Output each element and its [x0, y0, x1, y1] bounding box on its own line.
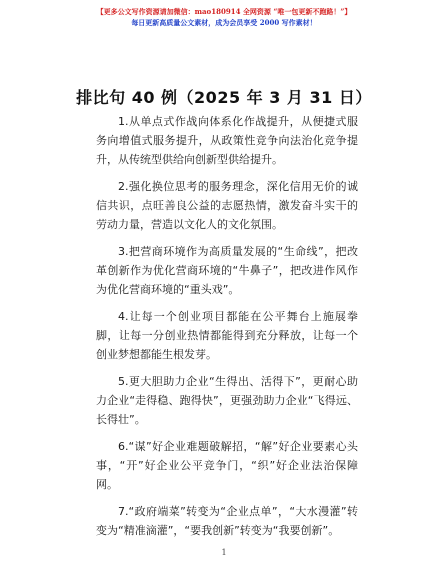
list-item: 3.把营商环境作为高质量发展的“生命线”，把改革创新作为优化营商环境的“牛鼻子”，把改进作风作为优化营商环境的“重头戏”。	[96, 245, 358, 296]
list-item: 7.“政府端菜”转变为“企业点单”，“大水漫灌”转变为“精准滴灌”，“要我创新”转变为“我要创新”。	[96, 505, 358, 537]
list-item: 2.强化换位思考的服务理念，深化信用无价的诚信共识，点旺善良公益的志愿热情，激发奋斗实干的劳动力量，营造以文化人的文化氛围。	[96, 180, 358, 231]
page-number: 1	[221, 548, 227, 557]
document-title: 排比句 40 例（2025 年 3 月 31 日）	[76, 88, 372, 107]
promo-banner	[0, 6, 448, 28]
list-item: 6.“谋”好企业难题破解招，“解”好企业要素心头事，“开”好企业公平竞争门，“织”好企业法治保障网。	[96, 440, 358, 491]
list-item: 1.从单点式作战向体系化作战提升，从便捷式服务向增值式服务提升，从政策性竞争向法治化竞争提升，从传统型供给向创新型供给提升。	[96, 115, 358, 166]
list-item: 4.让每一个创业项目都能在公平舞台上施展拳脚，让每一分创业热情都能得到充分释放，让每一个创业梦想都能生根发芽。	[96, 310, 358, 361]
document-body	[96, 112, 358, 548]
list-item: 5.更大胆助力企业“生得出、活得下”，更耐心助力企业“走得稳、跑得快”，更强劲助力企业“飞得远、长得壮”。	[96, 375, 358, 426]
promo-banner-line-1: 【更多公文写作资源请加微信：mao180914 全网资源 “唯一包更新不跑路！”】	[96, 7, 352, 16]
promo-banner-line-2: 每日更新高质量公文素材，成为会员享受 2000 写作素材！	[131, 18, 317, 27]
